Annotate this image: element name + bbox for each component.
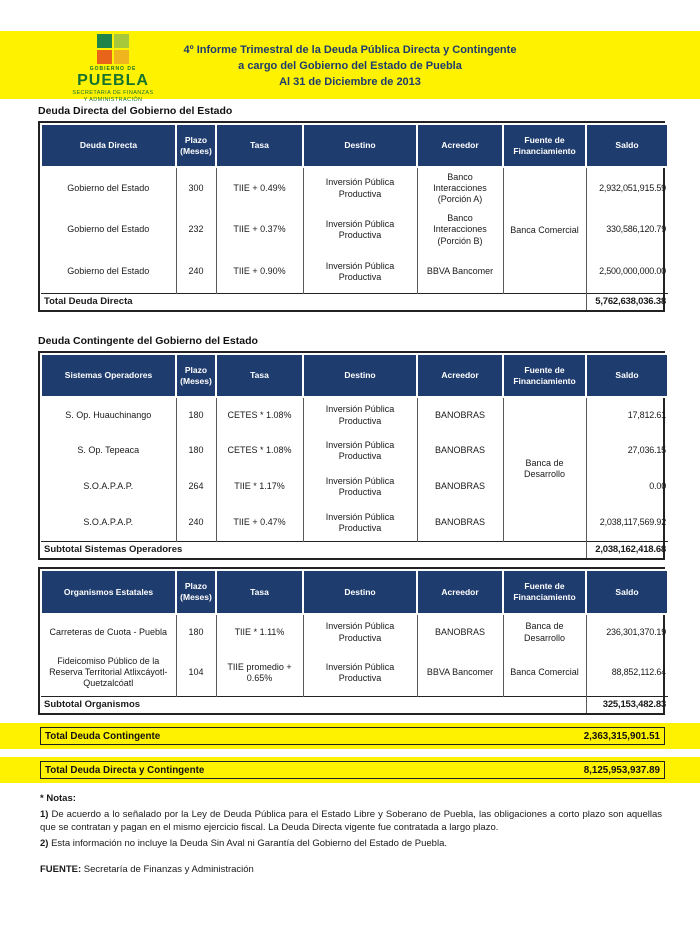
total-directa-contingente-band [0,757,700,783]
cell-acreedor: Banco Interacciones (Porción A) [417,167,503,209]
notes-heading: * Notas: [40,793,76,804]
cell-acreedor: BBVA Bancomer [417,251,503,293]
note-1-number: 1) [40,809,49,821]
col-header-acreedor: Acreedor [417,570,503,614]
subtotal-organismos-row [41,696,668,713]
table-sistemas-operadores [38,351,665,560]
cell-fuente-rowspan: Banca de Desarrollo [503,397,586,541]
col-header-organismos: Organismos Estatales [41,570,176,614]
cell-name: S.O.A.P.A.P. [41,469,176,505]
cell-saldo: 330,586,120.79 [586,209,668,251]
cell-fuente-rowspan: Banca Comercial [503,167,586,293]
col-header-tasa: Tasa [216,124,303,167]
col-header-tasa: Tasa [216,570,303,614]
report-body [38,105,665,715]
col-header-fuente: Fuente de Financiamiento [503,354,586,397]
col-header-fuente: Fuente de Financiamiento [503,124,586,167]
cell-saldo: 2,500,000,000.00 [586,251,668,293]
cell-plazo: 180 [176,614,216,650]
subtotal-label: Subtotal Sistemas Operadores [41,541,586,558]
subtotal-sistemas-row [41,541,668,558]
total-directa-contingente-box [40,761,665,779]
table-row [41,397,668,433]
header-banner [0,31,700,103]
table-deuda-directa [38,121,665,312]
cell-tasa: TIIE + 0.90% [216,251,303,293]
cell-plazo: 180 [176,433,216,469]
subtotal-value: 325,153,482.83 [586,696,668,713]
cell-saldo: 27,036.15 [586,433,668,469]
logo-cube-orange-icon [97,50,112,64]
section-title-deuda-contingente: Deuda Contingente del Gobierno del Estado [38,335,258,347]
col-header-acreedor: Acreedor [417,124,503,167]
table-organismos-estatales [38,567,665,715]
cell-saldo: 2,932,051,915.59 [586,167,668,209]
logo-brand-text: PUEBLA [77,72,149,89]
logo-subtitle-line1: SECRETARIA DE FINANZAS [72,90,154,96]
total-contingente-box [40,727,665,745]
cell-plazo: 104 [176,650,216,696]
report-title-line3: Al 31 de Diciembre de 2013 [279,76,421,88]
source-label: FUENTE: [40,864,82,876]
col-header-tasa: Tasa [216,354,303,397]
note-1 [40,809,662,834]
cell-tasa: TIIE + 0.47% [216,505,303,541]
cell-acreedor: BANOBRAS [417,614,503,650]
notes-section [40,793,662,877]
cell-destino: Inversión Pública Productiva [303,251,417,293]
section-title-deuda-directa: Deuda Directa del Gobierno del Estado [38,105,233,117]
cell-destino: Inversión Pública Productiva [303,167,417,209]
cell-name: Gobierno del Estado [41,167,176,209]
cell-name: Carreteras de Cuota - Puebla [41,614,176,650]
total-deuda-directa-row [41,293,668,310]
cell-saldo: 0.00 [586,469,668,505]
spacer [38,312,665,329]
table-row [41,167,668,209]
cell-tasa: TIIE * 1.11% [216,614,303,650]
cell-destino: Inversión Pública Productiva [303,505,417,541]
report-title-line2: a cargo del Gobierno del Estado de Puebla [238,60,462,72]
cell-destino: Inversión Pública Productiva [303,209,417,251]
total-contingente-band [0,723,700,749]
cell-tasa: TIIE + 0.37% [216,209,303,251]
note-2 [40,838,662,850]
cell-acreedor: BANOBRAS [417,397,503,433]
cell-name: Fideicomiso Público de la Reserva Territorial Atlixcáyotl-Quetzalcóatl [41,650,176,696]
cell-saldo: 236,301,370.19 [586,614,668,650]
logo-cubes-icon [97,34,129,64]
note-1-text: De acuerdo a lo señalado por la Ley de Deuda Pública para el Estado Libre y Soberano de Puebla, las obligaciones a corto plazo son aquellas que se contratan y pagan en el mismo ejercicio fiscal. La Deuda Directa vigente fue contratada a largo plazo. [40,809,662,833]
cell-name: Gobierno del Estado [41,209,176,251]
note-2-text: Esta información no incluye la Deuda Sin Aval ni Garantía del Gobierno del Estado de Puebla. [48,838,447,850]
total-directa-contingente-label: Total Deuda Directa y Contingente [45,764,205,776]
total-label: Total Deuda Directa [41,293,586,310]
cell-plazo: 232 [176,209,216,251]
logo-cube-green-icon [97,34,112,48]
cell-destino: Inversión Pública Productiva [303,433,417,469]
total-value: 5,762,638,036.38 [586,293,668,310]
cell-acreedor: Banco Interacciones (Porción B) [417,209,503,251]
cell-acreedor: BANOBRAS [417,469,503,505]
table-header-row [41,354,668,397]
cell-plazo: 264 [176,469,216,505]
col-header-sistemas: Sistemas Operadores [41,354,176,397]
logo-subtitle-line2: Y ADMINISTRACIÓN [83,96,143,103]
col-header-saldo: Saldo [586,124,668,167]
cell-fuente: Banca Comercial [503,650,586,696]
cell-plazo: 240 [176,251,216,293]
cell-acreedor: BANOBRAS [417,433,503,469]
cell-destino: Inversión Pública Productiva [303,614,417,650]
total-contingente-value: 2,363,315,901.51 [583,730,660,742]
cell-tasa: CETES * 1.08% [216,397,303,433]
cell-fuente: Banca de Desarrollo [503,614,586,650]
cell-tasa: TIIE * 1.17% [216,469,303,505]
cell-saldo: 2,038,117,569.92 [586,505,668,541]
cell-saldo: 88,852,112.64 [586,650,668,696]
cell-destino: Inversión Pública Productiva [303,397,417,433]
cell-acreedor: BANOBRAS [417,505,503,541]
subtotal-value: 2,038,162,418.68 [586,541,668,558]
col-header-destino: Destino [303,124,417,167]
cell-destino: Inversión Pública Productiva [303,650,417,696]
spacer [38,560,665,567]
col-header-plazo: Plazo (Meses) [176,570,216,614]
col-header-saldo: Saldo [586,570,668,614]
col-header-deuda-directa: Deuda Directa [41,124,176,167]
cell-saldo: 17,812.61 [586,397,668,433]
col-header-plazo: Plazo (Meses) [176,124,216,167]
report-title-line1: 4º Informe Trimestral de la Deuda Pública Directa y Contingente [183,44,517,56]
total-contingente-label: Total Deuda Contingente [45,730,161,742]
source-text: Secretaría de Finanzas y Administración [81,864,254,876]
cell-name: Gobierno del Estado [41,251,176,293]
cell-name: S. Op. Huauchinango [41,397,176,433]
table-row [41,614,668,650]
cell-tasa: TIIE promedio + 0.65% [216,650,303,696]
total-directa-contingente-value: 8,125,953,937.89 [583,764,660,776]
cell-name: S. Op. Tepeaca [41,433,176,469]
source-line [40,864,662,876]
col-header-destino: Destino [303,570,417,614]
cell-tasa: CETES * 1.08% [216,433,303,469]
cell-plazo: 240 [176,505,216,541]
puebla-logo [58,34,168,103]
cell-acreedor: BBVA Bancomer [417,650,503,696]
table-row [41,650,668,696]
col-header-plazo: Plazo (Meses) [176,354,216,397]
cell-name: S.O.A.P.A.P. [41,505,176,541]
col-header-saldo: Saldo [586,354,668,397]
logo-cube-gold-icon [114,50,129,64]
col-header-fuente: Fuente de Financiamiento [503,570,586,614]
logo-cube-lime-icon [114,34,129,48]
subtotal-label: Subtotal Organismos [41,696,586,713]
logo-gobierno-text: GOBIERNO DE [89,66,137,72]
col-header-acreedor: Acreedor [417,354,503,397]
table-header-row [41,570,668,614]
top-margin [0,0,700,31]
cell-destino: Inversión Pública Productiva [303,469,417,505]
cell-plazo: 180 [176,397,216,433]
table-header-row [41,124,668,167]
col-header-destino: Destino [303,354,417,397]
cell-tasa: TIIE + 0.49% [216,167,303,209]
note-2-number: 2) [40,838,49,850]
cell-plazo: 300 [176,167,216,209]
